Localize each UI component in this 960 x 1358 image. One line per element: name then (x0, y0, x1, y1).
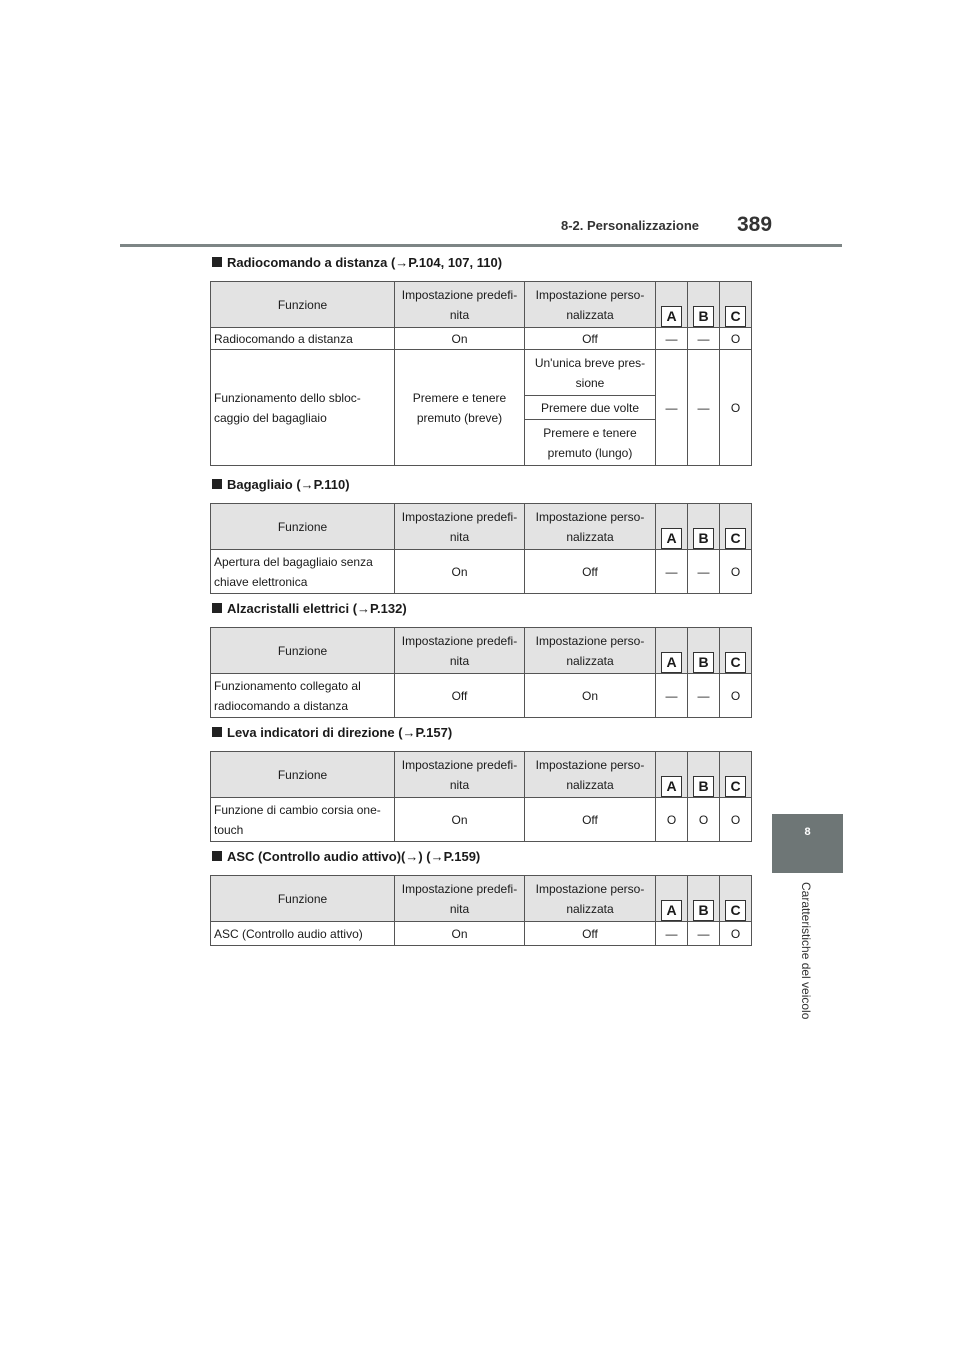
table-remote (210, 281, 752, 466)
chapter-label-text: Caratteristiche del veicolo (799, 882, 813, 1020)
section-title-asc: ASC (Controllo audio attivo)(→) (→P.159) (212, 849, 480, 864)
col-funzione: Funzione (211, 282, 395, 328)
col-custom: Impostazione perso-nalizzata (525, 282, 656, 328)
bullet-square-icon (212, 257, 222, 267)
table-row: Premere due volte (211, 396, 752, 420)
section-title-trunk: Bagagliaio (→P.110) (212, 477, 350, 492)
badge-a-icon: A (661, 900, 682, 921)
chapter-tab (772, 814, 843, 873)
table-row: Premere e tenere premuto (lungo) (211, 420, 752, 466)
badge-c-icon: C (725, 900, 746, 921)
badge-a-icon: A (661, 776, 682, 797)
bullet-square-icon (212, 479, 222, 489)
badge-a-icon: A (661, 528, 682, 549)
section-title-remote: Radiocomando a distanza (→P.104, 107, 110) (212, 255, 502, 270)
section-header: 8-2. Personalizzazione (561, 218, 699, 233)
badge-a-icon: A (661, 652, 682, 673)
badge-c-icon: C (725, 528, 746, 549)
col-c (720, 282, 752, 328)
col-a (656, 282, 688, 328)
badge-c-icon: C (725, 776, 746, 797)
table-trunk: Funzione Impostazione predefi-nita Impostazione perso-nalizzata A B C Apertura del bagagliaio senza chiave elettronica On Off — — O (210, 503, 752, 594)
table-row: Apertura del bagagliaio senza chiave elettronica On Off — — O (211, 550, 752, 594)
header-divider (120, 244, 842, 247)
section-title-turn-signal: Leva indicatori di direzione (→P.157) (212, 725, 452, 740)
badge-b-icon: B (693, 652, 714, 673)
section-title-windows: Alzacristalli elettrici (→P.132) (212, 601, 407, 616)
col-default: Impostazione predefi-nita (395, 282, 525, 328)
table-row: Funzione di cambio corsia one-touch On Off O O O (211, 798, 752, 842)
table-row: ASC (Controllo audio attivo) On Off — — O (211, 922, 752, 946)
page-number: 389 (737, 213, 773, 236)
bullet-square-icon (212, 851, 222, 861)
table-row: Funzionamento collegato al radiocomando a distanza Off On — — O (211, 674, 752, 718)
table-asc: Funzione Impostazione predefi-nita Impostazione perso-nalizzata A B C ASC (Controllo audio attivo) On Off — — O (210, 875, 752, 946)
badge-b-icon: B (693, 528, 714, 549)
badge-b-icon: B (693, 306, 714, 327)
table-row: Funzionamento dello sbloc-caggio del bagagliaio Premere e tenere premuto (breve) Un'unica breve pres-sione — — O (211, 350, 752, 396)
bullet-square-icon (212, 603, 222, 613)
badge-a-icon: A (661, 306, 682, 327)
badge-c-icon: C (725, 652, 746, 673)
badge-c-icon: C (725, 306, 746, 327)
table-windows: Funzione Impostazione predefi-nita Impostazione perso-nalizzata A B C Funzionamento collegato al radiocomando a distanza Off On — — O (210, 627, 752, 718)
chapter-number: 8 (804, 826, 811, 838)
table-row: Radiocomando a distanza On Off — — O (211, 328, 752, 350)
chapter-label (795, 882, 819, 1042)
badge-b-icon: B (693, 776, 714, 797)
col-b (688, 282, 720, 328)
bullet-square-icon (212, 727, 222, 737)
badge-b-icon: B (693, 900, 714, 921)
table-turn-signal: Funzione Impostazione predefi-nita Impostazione perso-nalizzata A B C Funzione di cambio corsia one-touch On Off O O O (210, 751, 752, 842)
